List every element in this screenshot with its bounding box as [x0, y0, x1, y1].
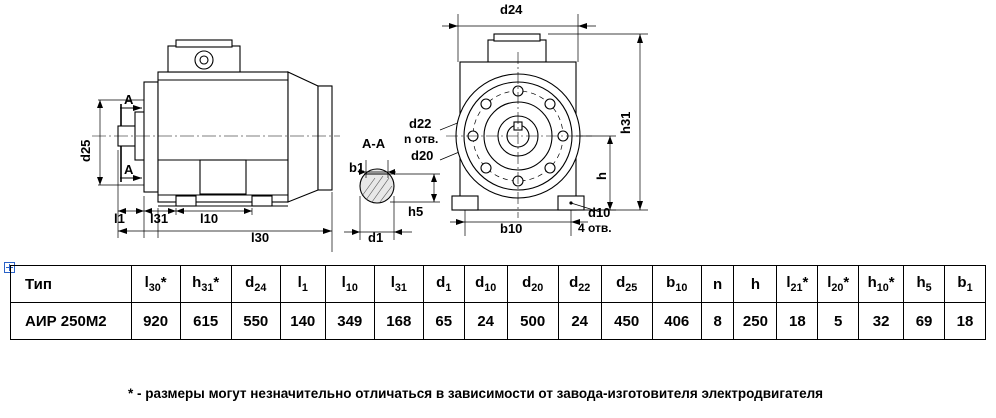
label-d20: d20 — [411, 148, 434, 163]
header-cell-d25: $d_{25}$ — [601, 266, 652, 303]
label-4-otv: 4 отв. — [578, 221, 612, 235]
label-l10: l10 — [200, 211, 219, 226]
header-cell-n: n — [701, 266, 734, 303]
header-cell-b1: $b_1$ — [944, 266, 985, 303]
header-cell-d10: $d_{10}$ — [464, 266, 507, 303]
cell-b10: 406 — [652, 303, 701, 340]
label-d25: d25 — [78, 139, 93, 162]
table-row — [11, 303, 986, 340]
label-d10: d10 — [588, 205, 611, 220]
cell-h: 250 — [734, 303, 777, 340]
label-section-arrow-a-top: A — [124, 92, 134, 107]
cell-h5: 69 — [904, 303, 945, 340]
label-d22: d22 — [409, 116, 432, 131]
header-cell-h5: $h_5$ — [904, 266, 945, 303]
header-cell-l31: $l_{31}$ — [374, 266, 423, 303]
label-section-a-a: A-A — [362, 136, 386, 151]
header-cell-d22: $d_{22}$ — [558, 266, 601, 303]
header-cell-l10: $l_{10}$ — [325, 266, 374, 303]
table-header-row — [11, 266, 986, 303]
cell-b1: 18 — [944, 303, 985, 340]
cell-h31: 615 — [180, 303, 231, 340]
cell-l10: 349 — [325, 303, 374, 340]
header-cell-l30: $l_{30}*$ — [131, 266, 180, 303]
label-d1: d1 — [368, 230, 384, 245]
label-l1: l1 — [114, 211, 125, 226]
cell-d10: 24 — [464, 303, 507, 340]
header-cell-d1: $d_1$ — [423, 266, 464, 303]
label-l30: l30 — [251, 230, 270, 245]
label-h5: h5 — [408, 204, 424, 219]
specifications-table — [10, 265, 986, 340]
label-section-arrow-a-bottom: A — [124, 162, 134, 177]
header-cell-l21: $l_{21}*$ — [777, 266, 818, 303]
cell-d20: 500 — [507, 303, 558, 340]
header-cell-h31: $h_{31}*$ — [180, 266, 231, 303]
cell-l20: 5 — [818, 303, 859, 340]
label-d24: d24 — [500, 2, 523, 17]
label-b1: b1 — [349, 160, 365, 175]
cell-d25: 450 — [601, 303, 652, 340]
cell-l21: 18 — [777, 303, 818, 340]
cell-h10: 32 — [859, 303, 904, 340]
header-cell-type: Тип — [11, 266, 132, 303]
cell-d22: 24 — [558, 303, 601, 340]
cell-l1: 140 — [280, 303, 325, 340]
header-cell-h10: $h_{10}*$ — [859, 266, 904, 303]
header-cell-l20: $l_{20}*$ — [818, 266, 859, 303]
label-h: h — [594, 172, 609, 180]
header-cell-h: h — [734, 266, 777, 303]
label-l31: l31 — [150, 211, 169, 226]
header-cell-d20: $d_{20}$ — [507, 266, 558, 303]
cell-type: АИР 250М2 — [11, 303, 132, 340]
cell-l31: 168 — [374, 303, 423, 340]
label-b10: b10 — [500, 221, 523, 236]
cell-n: 8 — [701, 303, 734, 340]
label-h31: h31 — [618, 111, 633, 134]
table-footnote: * - размеры могут незначительно отличаться в зависимости от завода-изготовителя электродвигателя — [128, 386, 824, 401]
header-cell-d24: $d_{24}$ — [231, 266, 280, 303]
cell-d1: 65 — [423, 303, 464, 340]
header-cell-l1: $l_1$ — [280, 266, 325, 303]
specifications-table-wrapper — [10, 265, 986, 340]
header-cell-b10: $b_{10}$ — [652, 266, 701, 303]
label-n-otv: n отв. — [404, 132, 439, 146]
cell-l30: 920 — [131, 303, 180, 340]
cell-d24: 550 — [231, 303, 280, 340]
